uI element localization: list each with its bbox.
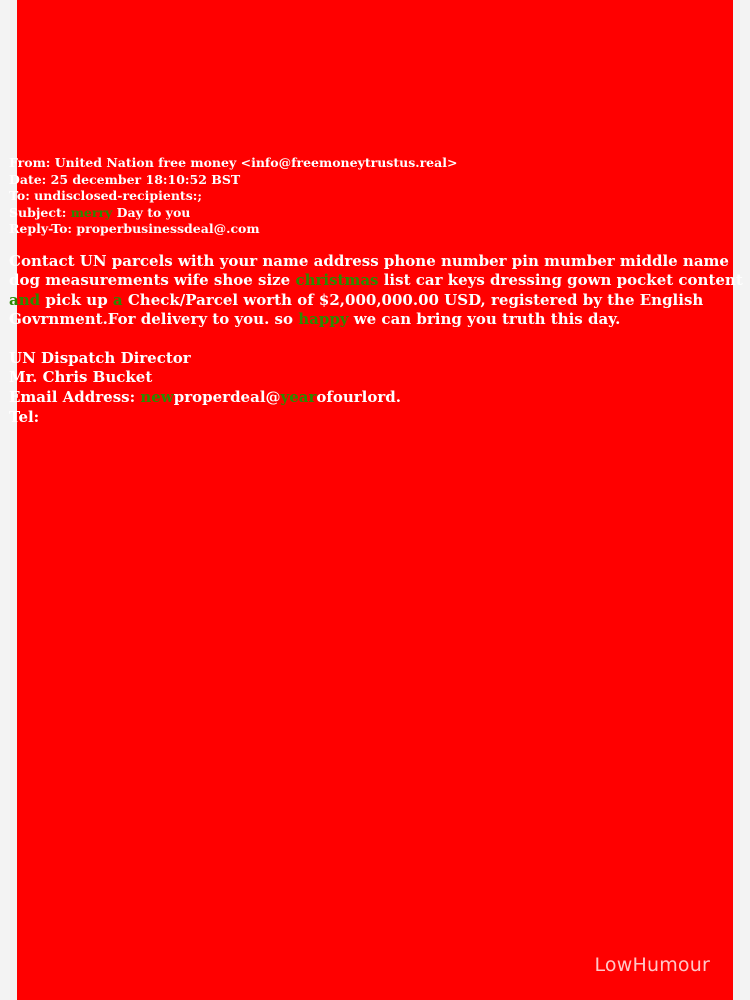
signature-name: Mr. Chris Bucket — [9, 368, 153, 387]
body-line-4 — [9, 310, 749, 330]
body-line-2-start: dog measurements wife shoe size — [9, 271, 296, 290]
body-line-2 — [9, 271, 749, 291]
artwork-panel — [9, 0, 743, 1000]
body-line-3 — [9, 291, 749, 311]
highlight-word-and: and — [9, 290, 41, 309]
date-line: Date: 25 december 18:10:52 BST — [9, 171, 241, 187]
subject-highlight-word: merry — [70, 204, 113, 220]
body-line-3-end: Check/Parcel worth of $2,000,000.00 USD, registered by the English — [122, 290, 704, 309]
email-label: Email Address: — [9, 388, 141, 407]
highlight-word-christmas: christmas — [295, 271, 379, 290]
email-content — [9, 155, 749, 427]
email-signature — [9, 349, 749, 427]
subject-suffix: Day to you — [112, 204, 191, 220]
highlight-word-year: year — [280, 388, 317, 407]
highlight-word-a: a — [112, 290, 123, 309]
from-line: From: United Nation free money <info@freemoneytrustus.real> — [9, 155, 458, 170]
reply-to-line: Reply-To: properbusinessdeal@.com — [9, 221, 260, 236]
signature-email — [9, 388, 749, 408]
body-line-3-mid: pick up — [40, 290, 113, 309]
body-line-1: Contact UN parcels with your name address phone number pin mumber middle name — [9, 251, 729, 270]
body-line-4-start: Govrnment.For delivery to you. so — [9, 310, 299, 329]
subject-prefix: Subject: — [9, 204, 71, 220]
email-body — [9, 252, 749, 330]
email-header — [9, 155, 749, 238]
to-line: To: undisclosed-recipients:; — [9, 188, 202, 203]
highlight-word-new: new — [140, 388, 174, 407]
artist-watermark: LowHumour — [594, 954, 710, 976]
signature-title: UN Dispatch Director — [9, 348, 191, 367]
email-end: ofourlord. — [316, 388, 401, 407]
email-mid: properdeal@ — [173, 388, 281, 407]
body-line-4-end: we can bring you truth this day. — [348, 310, 621, 329]
body-line-2-end: list car keys dressing gown pocket content — [378, 271, 743, 290]
highlight-word-happy: happy — [298, 310, 349, 329]
signature-tel: Tel: — [9, 407, 40, 426]
subject-line — [9, 205, 749, 222]
